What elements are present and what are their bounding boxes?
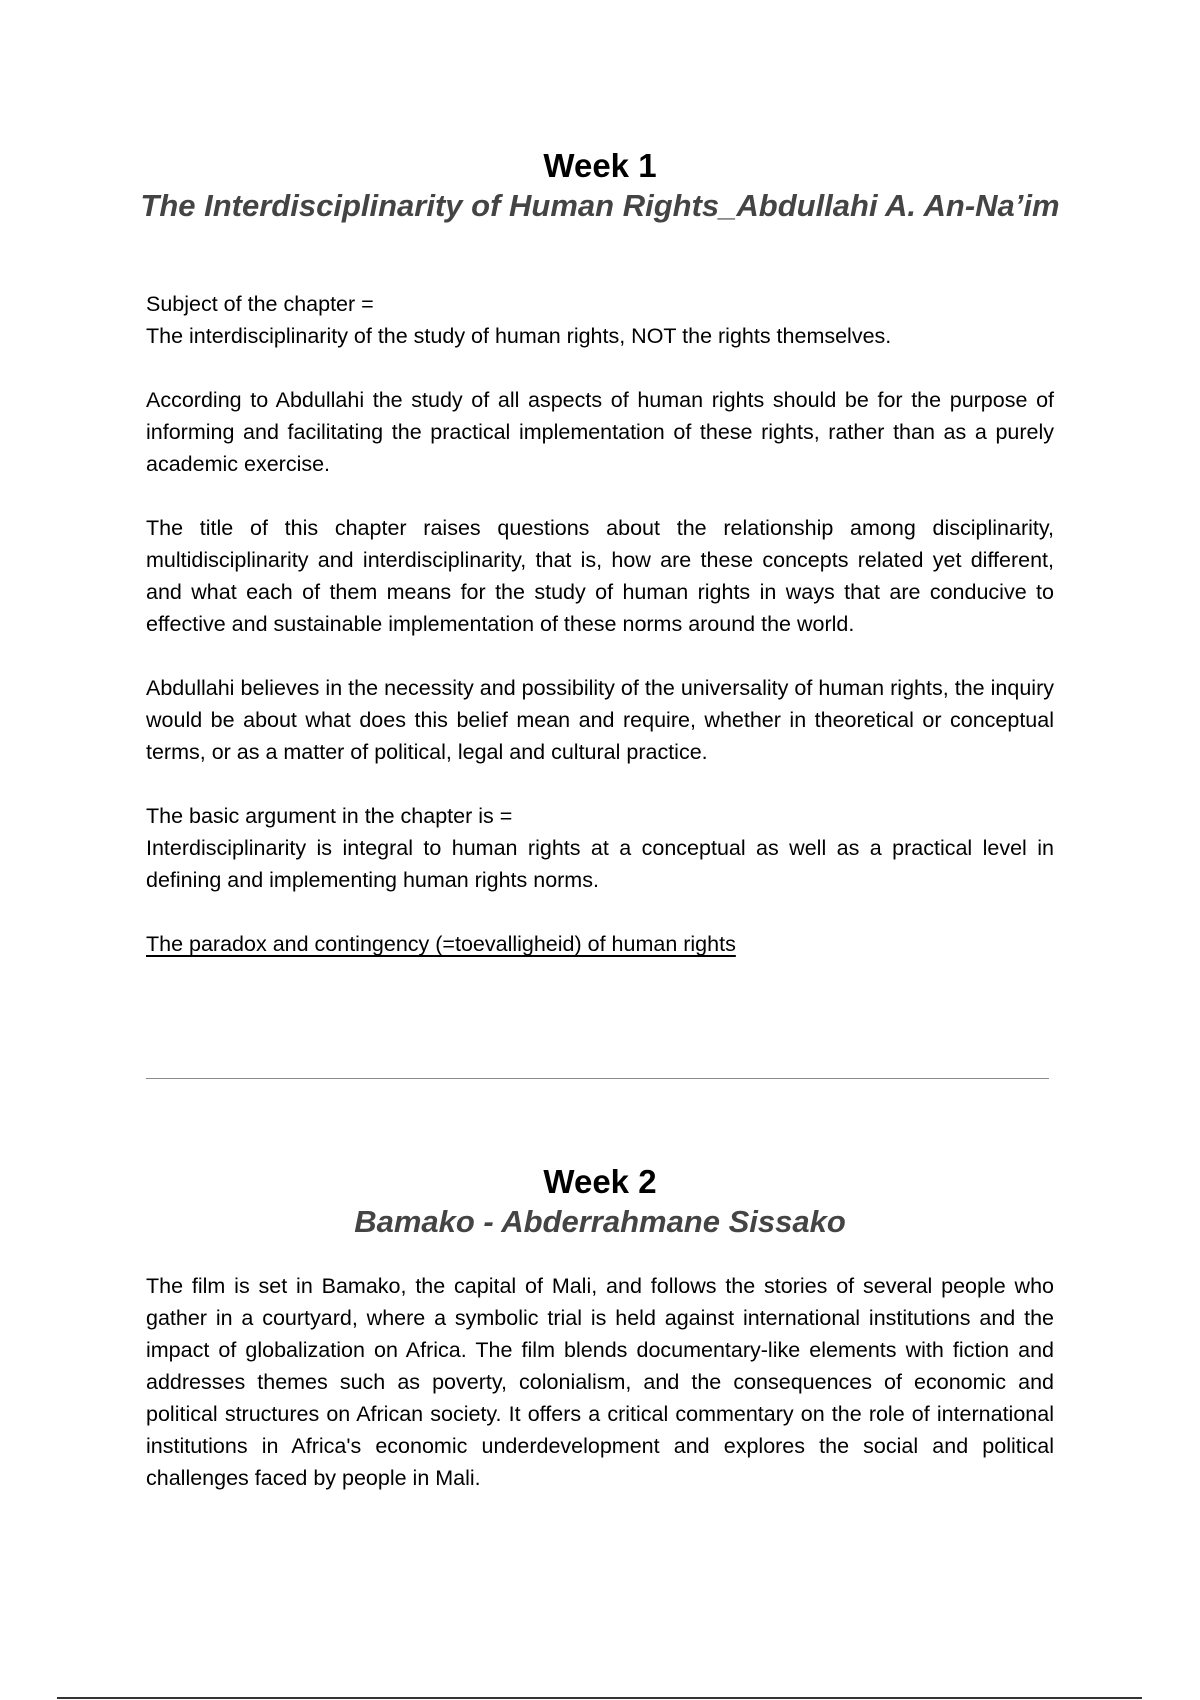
week2-body (146, 1270, 1054, 1494)
week1-body (146, 288, 1054, 960)
argument-paragraph (146, 800, 1054, 896)
subject-text: The interdisciplinarity of the study of human rights, NOT the rights themselves. (146, 324, 892, 348)
film-paragraph: The film is set in Bamako, the capital of Mali, and follows the stories of several people who gather in a courtyard, where a symbolic trial is held against international institutions and the impact of globalization on Africa. The film blends documentary-like elements with fiction and addresses themes such as poverty, colonialism, and the consequences of economic and political structures on African society. It offers a critical commentary on the role of international institutions in Africa's economic underdevelopment and explores the social and political challenges faced by people in Mali. (146, 1274, 1054, 1490)
week1-section (140, 146, 1060, 226)
subject-paragraph (146, 288, 1054, 352)
believes-paragraph: Abdullahi believes in the necessity and possibility of the universality of human rights, the inquiry would be about what does this belief mean and require, whether in theoretical or conceptual terms, or as a matter of political, legal and cultural practice. (146, 676, 1054, 764)
argument-label: The basic argument in the chapter is = (146, 804, 513, 828)
according-paragraph: According to Abdullahi the study of all aspects of human rights should be for the purpose of informing and facilitating the practical implementation of these rights, rather than as a purely academic exercise. (146, 388, 1054, 476)
week2-section (146, 1162, 1054, 1242)
section-divider (146, 1078, 1049, 1079)
week2-title: Week 2 (543, 1163, 657, 1200)
subject-label: Subject of the chapter = (146, 292, 374, 316)
week1-subtitle: The Interdisciplinarity of Human Rights_Abdullahi A. An-Na’im (140, 188, 1060, 223)
week1-title: Week 1 (543, 147, 657, 184)
page-bottom-rule (57, 1697, 1142, 1699)
title-paragraph: The title of this chapter raises questions about the relationship among disciplinarity, multidisciplinarity and interdisciplinarity, that is, how are these concepts related yet different, and what each of them means for the study of human rights in ways that are conducive to effective and sustainable implementation of these norms around the world. (146, 516, 1054, 636)
week2-subtitle: Bamako - Abderrahmane Sissako (354, 1204, 846, 1239)
argument-text: Interdisciplinarity is integral to human rights at a conceptual as well as a practical level in defining and implementing human rights norms. (146, 836, 1054, 892)
paradox-heading: The paradox and contingency (=toevalligheid) of human rights (146, 932, 736, 956)
